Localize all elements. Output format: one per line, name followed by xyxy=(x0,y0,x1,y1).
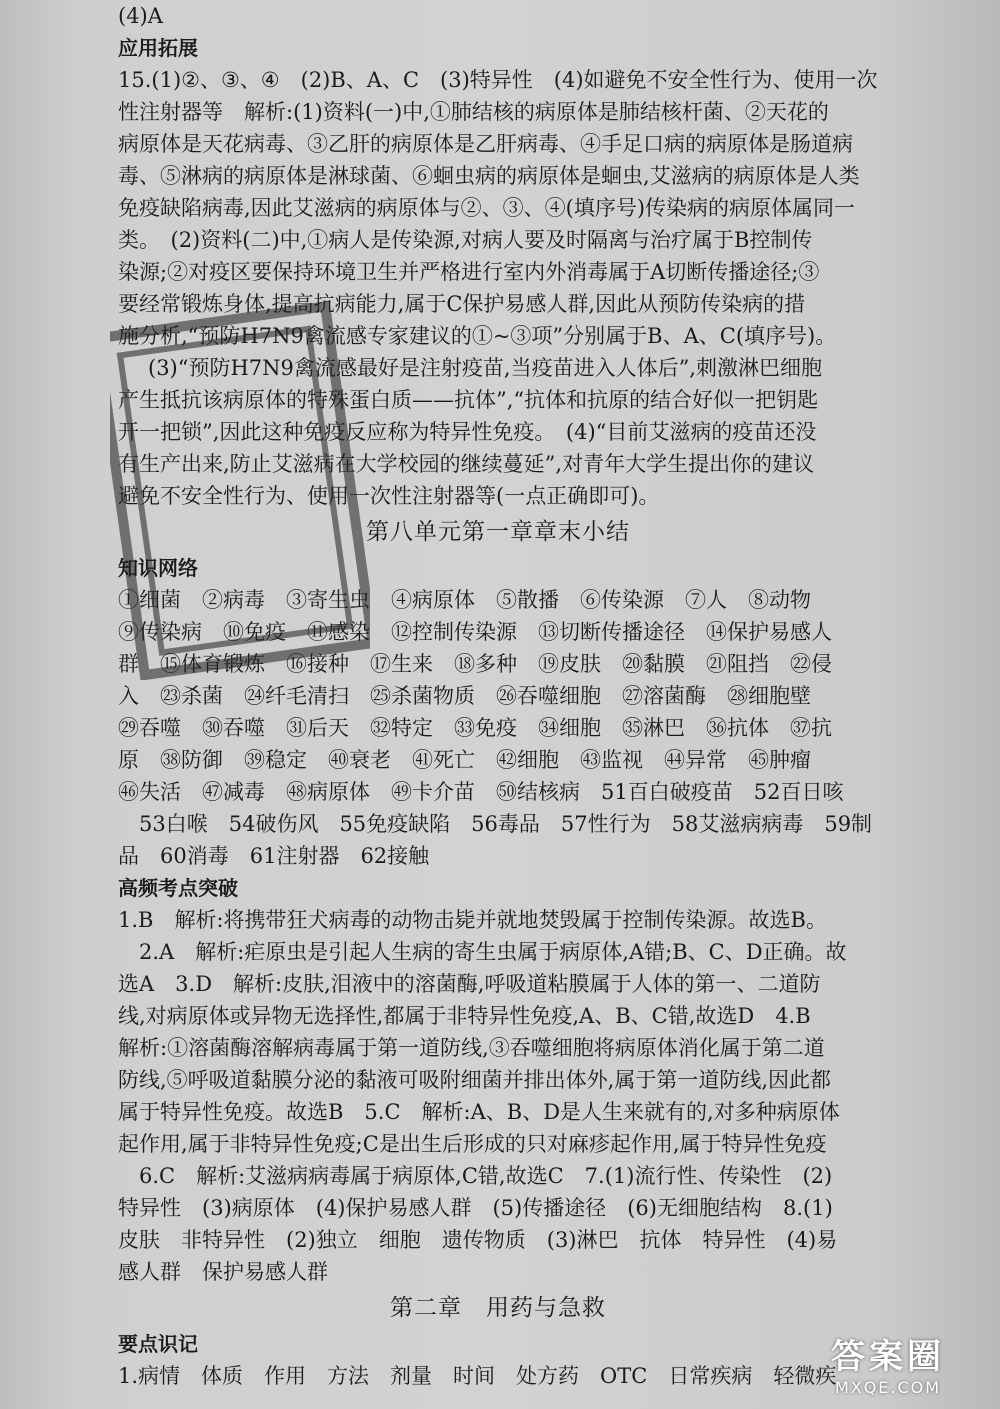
text-line: 病原体是天花病毒、③乙肝的病原体是乙肝病毒、④手足口病的病原体是肠道病 xyxy=(118,132,853,156)
text-line: 6.C 解析:艾滋病病毒属于病原体,C错,故选C 7.(1)流行性、传染性 (2) xyxy=(118,1164,833,1188)
text-line: 感人群 保护易感人群 xyxy=(118,1260,328,1284)
stamp-graphic xyxy=(110,300,370,680)
text-line: 群 ⑮体育锻炼 ⑯接种 ⑰生来 ⑱多种 ⑲皮肤 ⑳黏膜 ㉑阻挡 ㉒侵 xyxy=(118,652,832,676)
text-line: 品 60消毒 61注射器 62接触 xyxy=(118,844,430,868)
watermark-logo xyxy=(788,1329,988,1399)
text-line: 入 ㉓杀菌 ㉔纤毛清扫 ㉕杀菌物质 ㉖吞噬细胞 ㉗溶菌酶 ㉘细胞壁 xyxy=(118,684,811,708)
text-line: 1.B 解析:将携带狂犬病毒的动物击毙并就地焚毁属于控制传染源。故选B。 xyxy=(118,908,827,932)
text-line: 类。 (2)资料(二)中,①病人是传染源,对病人要及时隔离与治疗属于B控制传 xyxy=(118,228,813,252)
section-heading: 应用拓展 xyxy=(118,36,198,60)
text-line: ㊻失活 ㊼减毒 ㊽病原体 ㊾卡介苗 ㊿结核病 51百白破疫苗 52百日咳 xyxy=(118,780,844,804)
document-body xyxy=(118,0,878,1392)
text-line: 53白喉 54破伤风 55免疫缺陷 56毒品 57性行为 58艾滋病病毒 59制 xyxy=(118,812,873,836)
watermark-url: MXQE.COM xyxy=(834,1378,942,1397)
text-line: (4)A xyxy=(118,4,163,28)
text-line: 产生抵抗该病原体的特殊蛋白质——抗体”,“抗体和抗原的结合好似一把钥匙 xyxy=(118,388,819,412)
section-heading: 高频考点突破 xyxy=(118,876,238,900)
text-line: 原 ㊳防御 ㊴稳定 ㊵衰老 ㊶死亡 ㊷细胞 ㊸监视 ㊹异常 ㊺肿瘤 xyxy=(118,748,811,772)
chapter-title: 第二章 用药与急救 xyxy=(390,1295,606,1321)
text-line: 解析:①溶菌酶溶解病毒属于第一道防线,③吞噬细胞将病原体消化属于第二道 xyxy=(118,1036,825,1060)
text-line: 施分析,“预防H7N9禽流感专家建议的①~③项”分别属于B、A、C(填序号)。 xyxy=(118,324,837,348)
section-heading: 知识网络 xyxy=(118,556,198,580)
text-line: ①细菌 ②病毒 ③寄生虫 ④病原体 ⑤散播 ⑥传染源 ⑦人 ⑧动物 xyxy=(118,588,811,612)
text-line: 特异性 (3)病原体 (4)保护易感人群 (5)传播途径 (6)无细胞结构 8.(1) xyxy=(118,1196,833,1220)
text-line: 属于特异性免疫。故选B 5.C 解析:A、B、D是人生来就有的,对多种病原体 xyxy=(118,1100,840,1124)
watermark-title: 答案圈 xyxy=(831,1337,945,1377)
text-line: (3)“预防H7N9禽流感最好是注射疫苗,当疫苗进入人体后”,刺激淋巴细胞 xyxy=(148,356,822,380)
text-line: 2.A 解析:疟原虫是引起人生病的寄生虫属于病原体,A错;B、C、D正确。故 xyxy=(118,940,847,964)
text-line: 皮肤 非特异性 (2)独立 细胞 遗传物质 (3)淋巴 抗体 特异性 (4)易 xyxy=(118,1228,838,1252)
text-line: 避免不安全性行为、使用一次性注射器等(一点正确即可)。 xyxy=(118,484,660,508)
text-line: 防线,⑤呼吸道黏膜分泌的黏液可吸附细菌并排出体外,属于第一道防线,因此都 xyxy=(118,1068,832,1092)
text-line: 免疫缺陷病毒,因此艾滋病的病原体与②、③、④(填序号)传染病的病原体属同一 xyxy=(118,196,856,220)
text-line: 线,对病原体或异物无选择性,都属于非特异性免疫,A、B、C错,故选D 4.B xyxy=(118,1004,811,1028)
text-line: 要经常锻炼身体,提高抗病能力,属于C保护易感人群,因此从预防传染病的措 xyxy=(118,292,806,316)
text-line: 15.(1)②、③、④ (2)B、A、C (3)特异性 (4)如避免不安全性行为、使用一次 xyxy=(118,68,878,92)
text-line: 1.病情 体质 作用 方法 剂量 时间 处方药 OTC 日常疾病 轻微疾 xyxy=(118,1364,837,1388)
text-line: 开一把锁”,因此这种免疫反应称为特异性免疫。 (4)“目前艾滋病的疫苗还没 xyxy=(118,420,817,444)
text-line: 起作用,属于非特异性免疫;C是出生后形成的只对麻疹起作用,属于特异性免疫 xyxy=(118,1132,827,1156)
text-line: 有生产出来,防止艾滋病在大学校园的继续蔓延”,对青年大学生提出你的建议 xyxy=(118,452,815,476)
text-line: ⑨传染病 ⑩免疫 ⑪感染 ⑫控制传染源 ⑬切断传播途径 ⑭保护易感人 xyxy=(118,620,832,644)
text-line: 性注射器等 解析:(1)资料(一)中,①肺结核的病原体是肺结核杆菌、②天花的 xyxy=(118,100,829,124)
text-line: 染源;②对疫区要保持环境卫生并严格进行室内外消毒属于A切断传播途径;③ xyxy=(118,260,820,284)
text-line: ㉙吞噬 ㉚吞噬 ㉛后天 ㉜特定 ㉝免疫 ㉞细胞 ㉟淋巴 ㊱抗体 ㊲抗 xyxy=(118,716,832,740)
text-line: 选A 3.D 解析:皮肤,泪液中的溶菌酶,呼吸道粘膜属于人体的第一、二道防 xyxy=(118,972,821,996)
chapter-title: 第八单元第一章章末小结 xyxy=(366,519,630,545)
text-line: 毒、⑤淋病的病原体是淋球菌、⑥蛔虫病的病原体是蛔虫,艾滋病的病原体是人类 xyxy=(118,164,860,188)
section-heading: 要点识记 xyxy=(118,1332,198,1356)
